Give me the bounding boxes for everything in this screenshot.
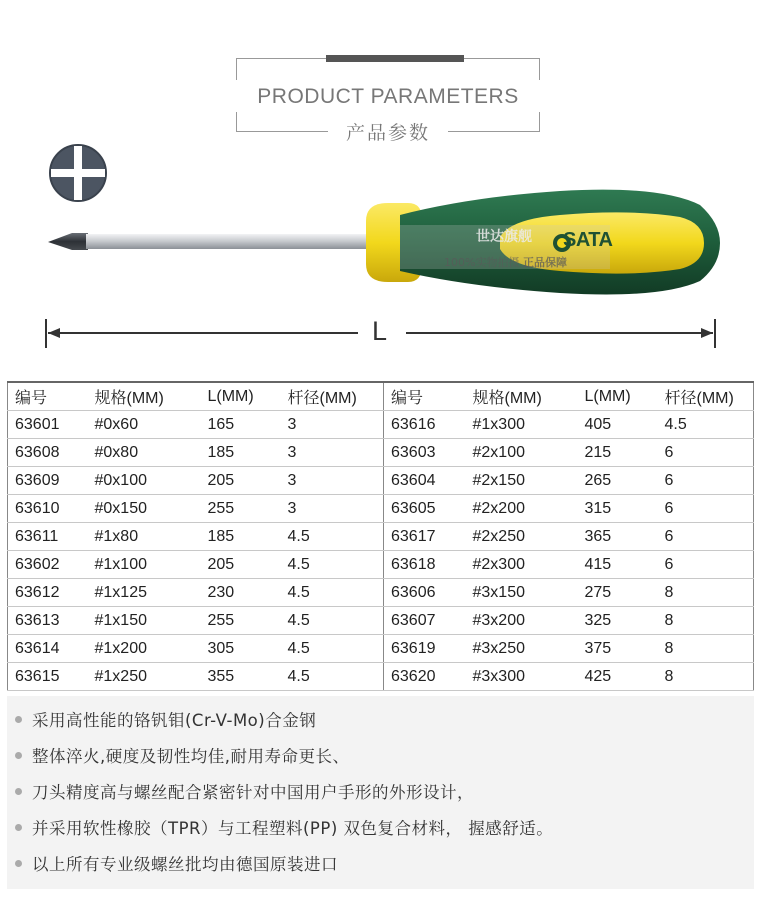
column-header: 编号 [384, 382, 466, 411]
column-header: 规格(MM) [88, 382, 201, 411]
feature-item [15, 773, 474, 809]
table-cell: 63619 [384, 635, 466, 663]
table-cell: 4.5 [658, 411, 754, 439]
table-cell: 63611 [8, 523, 88, 551]
table-cell: #3x250 [466, 635, 578, 663]
table-cell: #2x150 [466, 467, 578, 495]
table-cell: 6 [658, 495, 754, 523]
column-header: 编号 [8, 382, 88, 411]
table-cell: #1x100 [88, 551, 201, 579]
bullet-dot-icon [15, 824, 22, 831]
table-cell: 63616 [384, 411, 466, 439]
header-title-cn: 产品参数 [345, 122, 430, 144]
header-frame-line [464, 58, 540, 59]
feature-text: 并采用软性橡胶（TPR）与工程塑料(PP) 双色复合材料， 握感舒适。 [32, 819, 554, 838]
feature-item [15, 737, 350, 773]
table-cell: 63610 [8, 495, 88, 523]
table-cell: 6 [658, 467, 754, 495]
table-row [8, 439, 383, 467]
table-cell: 4.5 [281, 551, 383, 579]
feature-text: 以上所有专业级螺丝批均由德国原装进口 [32, 855, 338, 874]
table-cell: #2x100 [466, 439, 578, 467]
table-cell: 3 [281, 439, 383, 467]
arrow-left-icon [48, 328, 60, 338]
table-cell: 365 [578, 523, 658, 551]
table-cell: 8 [658, 635, 754, 663]
table-row [384, 579, 754, 607]
table-cell: 63618 [384, 551, 466, 579]
table-cell: 63609 [8, 467, 88, 495]
table-cell: 325 [578, 607, 658, 635]
table-row [8, 579, 383, 607]
table-cell: 63605 [384, 495, 466, 523]
table-cell: 205 [201, 551, 281, 579]
table-cell: 185 [201, 439, 281, 467]
table-cell: #1x200 [88, 635, 201, 663]
table-cell: 4.5 [281, 523, 383, 551]
table-cell: 6 [658, 439, 754, 467]
header-frame-line [539, 58, 540, 80]
table-cell: 63608 [8, 439, 88, 467]
column-header: 杆径(MM) [658, 382, 754, 411]
table-cell: 63603 [384, 439, 466, 467]
table-cell: 8 [658, 579, 754, 607]
table-cell: 255 [201, 607, 281, 635]
table-cell: #2x300 [466, 551, 578, 579]
table-cell: #1x150 [88, 607, 201, 635]
feature-item [15, 701, 316, 737]
table-cell: 6 [658, 523, 754, 551]
table-row [8, 551, 383, 579]
table-cell: 63620 [384, 663, 466, 691]
table-cell: 315 [578, 495, 658, 523]
table-cell: #3x150 [466, 579, 578, 607]
bullet-dot-icon [15, 860, 22, 867]
table-cell: 215 [578, 439, 658, 467]
screwdriver-shaft [86, 234, 368, 249]
table-cell: 8 [658, 663, 754, 691]
header-frame-line [236, 58, 237, 80]
table-cell: #0x80 [88, 439, 201, 467]
table-row [8, 607, 383, 635]
table-cell: #0x100 [88, 467, 201, 495]
feature-text: 整体淬火,硬度及韧性均佳,耐用寿命更长、 [32, 747, 350, 766]
watermark-tagline-b: 正品保障 [522, 256, 567, 269]
feature-text: 刀头精度高与螺丝配合紧密针对中国用户手形的外形设计， [32, 783, 474, 802]
watermark-tagline [444, 254, 567, 270]
table-cell: 63613 [8, 607, 88, 635]
table-row [384, 411, 754, 439]
table-header-row [384, 382, 754, 411]
table-cell: 63601 [8, 411, 88, 439]
table-row [8, 523, 383, 551]
table-header-row [8, 382, 383, 411]
column-header: L(MM) [578, 382, 658, 411]
table-cell: #0x150 [88, 495, 201, 523]
table-cell: 63615 [8, 663, 88, 691]
column-header: 规格(MM) [466, 382, 578, 411]
table-cell: #1x125 [88, 579, 201, 607]
feature-list [7, 696, 754, 889]
table-cell: 375 [578, 635, 658, 663]
bullet-dot-icon [15, 752, 22, 759]
table-cell: 63614 [8, 635, 88, 663]
arrow-right-icon [701, 328, 713, 338]
header-accent-bar [326, 55, 464, 62]
table-cell: #2x250 [466, 523, 578, 551]
table-cell: 63607 [384, 607, 466, 635]
table-cell: 185 [201, 523, 281, 551]
screwdriver-illustration [40, 185, 720, 300]
table-cell: 6 [658, 551, 754, 579]
table-row [384, 635, 754, 663]
table-cell: 405 [578, 411, 658, 439]
table-cell: 3 [281, 467, 383, 495]
table-cell: #1x250 [88, 663, 201, 691]
table-cell: 63606 [384, 579, 466, 607]
table-row [384, 663, 754, 691]
table-cell: #1x80 [88, 523, 201, 551]
table-row [384, 467, 754, 495]
table-cell: 165 [201, 411, 281, 439]
table-row [384, 439, 754, 467]
table-row [8, 495, 383, 523]
table-row [384, 607, 754, 635]
table-cell: 3 [281, 411, 383, 439]
column-header: 杆径(MM) [281, 382, 383, 411]
table-cell: #2x200 [466, 495, 578, 523]
table-row [384, 551, 754, 579]
spec-table-left [7, 381, 383, 691]
table-cell: 4.5 [281, 663, 383, 691]
brand-logo-text: SATA [563, 229, 613, 251]
column-header: L(MM) [201, 382, 281, 411]
table-cell: 3 [281, 495, 383, 523]
bullet-dot-icon [15, 788, 22, 795]
table-cell: #0x60 [88, 411, 201, 439]
header-title-en: PRODUCT PARAMETERS [257, 85, 519, 108]
watermark-tagline-a: 100%实物拍摄 [444, 256, 520, 269]
bullet-dot-icon [15, 716, 22, 723]
table-cell: 8 [658, 607, 754, 635]
table-row [8, 663, 383, 691]
feature-item [15, 809, 553, 845]
table-cell: #1x300 [466, 411, 578, 439]
table-row [384, 523, 754, 551]
feature-text: 采用高性能的铬钒钼(Cr-V-Mo)合金钢 [32, 711, 317, 730]
spec-table-right [383, 381, 754, 691]
table-cell: 230 [201, 579, 281, 607]
table-row [8, 411, 383, 439]
table-cell: 4.5 [281, 635, 383, 663]
table-cell: 4.5 [281, 607, 383, 635]
table-cell: 275 [578, 579, 658, 607]
screwdriver-tip [48, 233, 88, 250]
table-cell: 255 [201, 495, 281, 523]
table-cell: 425 [578, 663, 658, 691]
table-cell: 305 [201, 635, 281, 663]
table-cell: #3x200 [466, 607, 578, 635]
table-cell: 63612 [8, 579, 88, 607]
dimension-label-L: L [372, 316, 388, 346]
feature-item [15, 845, 338, 881]
table-cell: 63617 [384, 523, 466, 551]
table-row [8, 467, 383, 495]
table-cell: #3x300 [466, 663, 578, 691]
table-cell: 265 [578, 467, 658, 495]
table-cell: 205 [201, 467, 281, 495]
table-cell: 63604 [384, 467, 466, 495]
watermark-shop-name: 世达旗舰 [476, 229, 532, 245]
table-row [384, 495, 754, 523]
table-cell: 4.5 [281, 579, 383, 607]
table-cell: 355 [201, 663, 281, 691]
table-cell: 63602 [8, 551, 88, 579]
header-frame-line [236, 58, 326, 59]
table-row [8, 635, 383, 663]
table-cell: 415 [578, 551, 658, 579]
